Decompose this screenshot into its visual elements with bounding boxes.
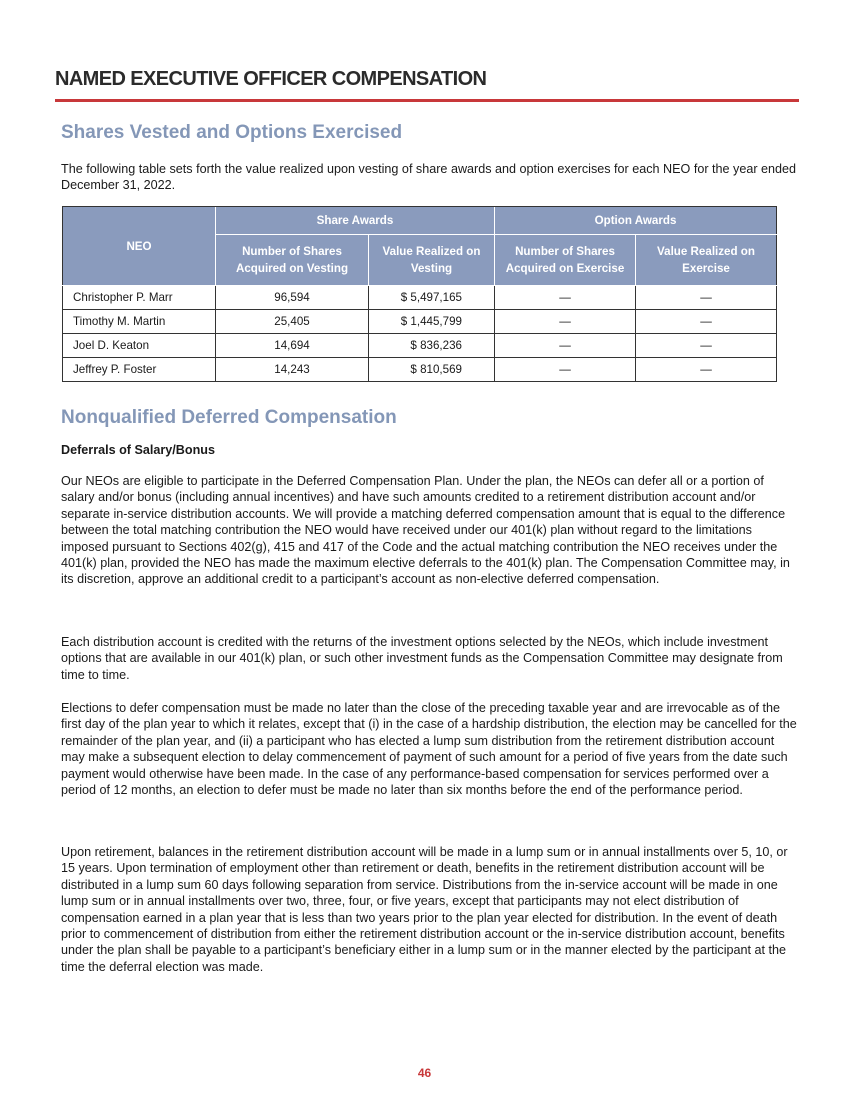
nqdc-paragraph-1: Our NEOs are eligible to participate in the Deferred Compensation Plan. Under the plan, the NEOs can defer all or a portion of salary and/or bonus (including annual incentives) and have such amounts credited to a retirement distribution account and/or separate in-service distribution accounts. We will provide a matching deferred compensation amount that is equal to the difference between the total matching contribution the NEO would have received under our 401(k) plan without regard to the limitations imposed pursuant to Sections 402(g), 415 and 417 of the Code and the actual matching contribution the NEO receives under the 401(k) plan, provided the NEO has made the maximum elective deferrals to the 401(k) plan. The Compensation Committee may, in its discretion, approve an additional credit to a participant’s account as non-elective deferred compensation. (61, 474, 790, 587)
title-rule (55, 99, 799, 102)
shares-acquired-vesting: 14,694 (216, 334, 369, 358)
nqdc-paragraph-3: Elections to defer compensation must be made no later than the close of the preceding taxable year and are irrevocable as of the first day of the plan year to which it relates, except that (i) in the case of a hardship distribution, the election may be cancelled for the remainder of the plan year, and (ii) a participant who has elected a lump sum distribution from the retirement distribution account may make a subsequent election to delay commencement of payment of such amount for a period of five years from the date such payment would otherwise have been made. In the case of any performance-based compensation for services performed over a period of 12 months, an election to defer must be made no later than six months before the end of the performance period. (61, 701, 797, 798)
col-header-value-vesting: Value Realized on Vesting (369, 235, 495, 286)
shares-acquired-exercise: — (495, 310, 636, 334)
value-realized-vesting: $ 1,445,799 (369, 310, 495, 334)
col-header-shares-exercise: Number of Shares Acquired on Exercise (495, 235, 636, 286)
value-realized-exercise: — (636, 358, 777, 382)
shares-acquired-vesting: 96,594 (216, 286, 369, 310)
table-row (63, 358, 777, 382)
table-row (63, 286, 777, 310)
col-header-neo: NEO (63, 207, 216, 286)
nqdc-paragraph-4: Upon retirement, balances in the retirement distribution account will be made in a lump sum or in annual installments over 5, 10, or 15 years. Upon termination of employment other than retirement or death, benefits in the retirement distribution account will be distributed in a lump sum 60 days following separation from service. Distributions from the in-service account will be made in one lump sum or in annual installments over two, three, four, or five years, except that participants may not elect distribution of compensation earned in a plan year that is less than two years prior to the plan year elected for distribution. In the event of death prior to commencement of distribution from either the retirement distribution account or the in-service distribution account, benefits under the plan shall be payable to a participant’s beneficiary either in a lump sum or in the manner elected by the participant at the time the deferral election was made. (61, 845, 788, 974)
shares-section-title: Shares Vested and Options Exercised (61, 122, 403, 143)
page-title: NAMED EXECUTIVE OFFICER COMPENSATION (55, 68, 487, 90)
value-realized-exercise: — (636, 334, 777, 358)
shares-acquired-exercise: — (495, 358, 636, 382)
shares-acquired-exercise: — (495, 334, 636, 358)
shares-acquired-vesting: 14,243 (216, 358, 369, 382)
value-realized-vesting: $ 5,497,165 (369, 286, 495, 310)
col-header-value-exercise: Value Realized on Exercise (636, 235, 777, 286)
neo-name: Joel D. Keaton (63, 334, 216, 358)
neo-name: Christopher P. Marr (63, 286, 216, 310)
value-realized-exercise: — (636, 286, 777, 310)
neo-name: Jeffrey P. Foster (63, 358, 216, 382)
shares-acquired-exercise: — (495, 286, 636, 310)
col-header-shares-vesting: Number of Shares Acquired on Vesting (216, 235, 369, 286)
value-realized-exercise: — (636, 310, 777, 334)
shares-acquired-vesting: 25,405 (216, 310, 369, 334)
value-realized-vesting: $ 836,236 (369, 334, 495, 358)
shares-vested-table (62, 206, 777, 382)
table-row (63, 310, 777, 334)
value-realized-vesting: $ 810,569 (369, 358, 495, 382)
shares-intro: The following table sets forth the value realized upon vesting of share awards and option exercises for each NEO for the year ended December 31, 2022. (61, 162, 797, 193)
table-row (63, 334, 777, 358)
table-top-border (62, 206, 776, 207)
group-header-share-awards: Share Awards (216, 207, 495, 235)
nqdc-paragraph-2: Each distribution account is credited with the returns of the investment options selected by the NEOs, which include investment options that are available in our 401(k) plan, or such other investment funds as the Compensation Committee may designate from time to time. (61, 635, 783, 682)
nqdc-section-title: Nonqualified Deferred Compensation (61, 407, 397, 428)
page-number: 46 (417, 1066, 432, 1080)
deferrals-subheading: Deferrals of Salary/Bonus (61, 443, 215, 457)
group-header-option-awards: Option Awards (495, 207, 777, 235)
neo-name: Timothy M. Martin (63, 310, 216, 334)
